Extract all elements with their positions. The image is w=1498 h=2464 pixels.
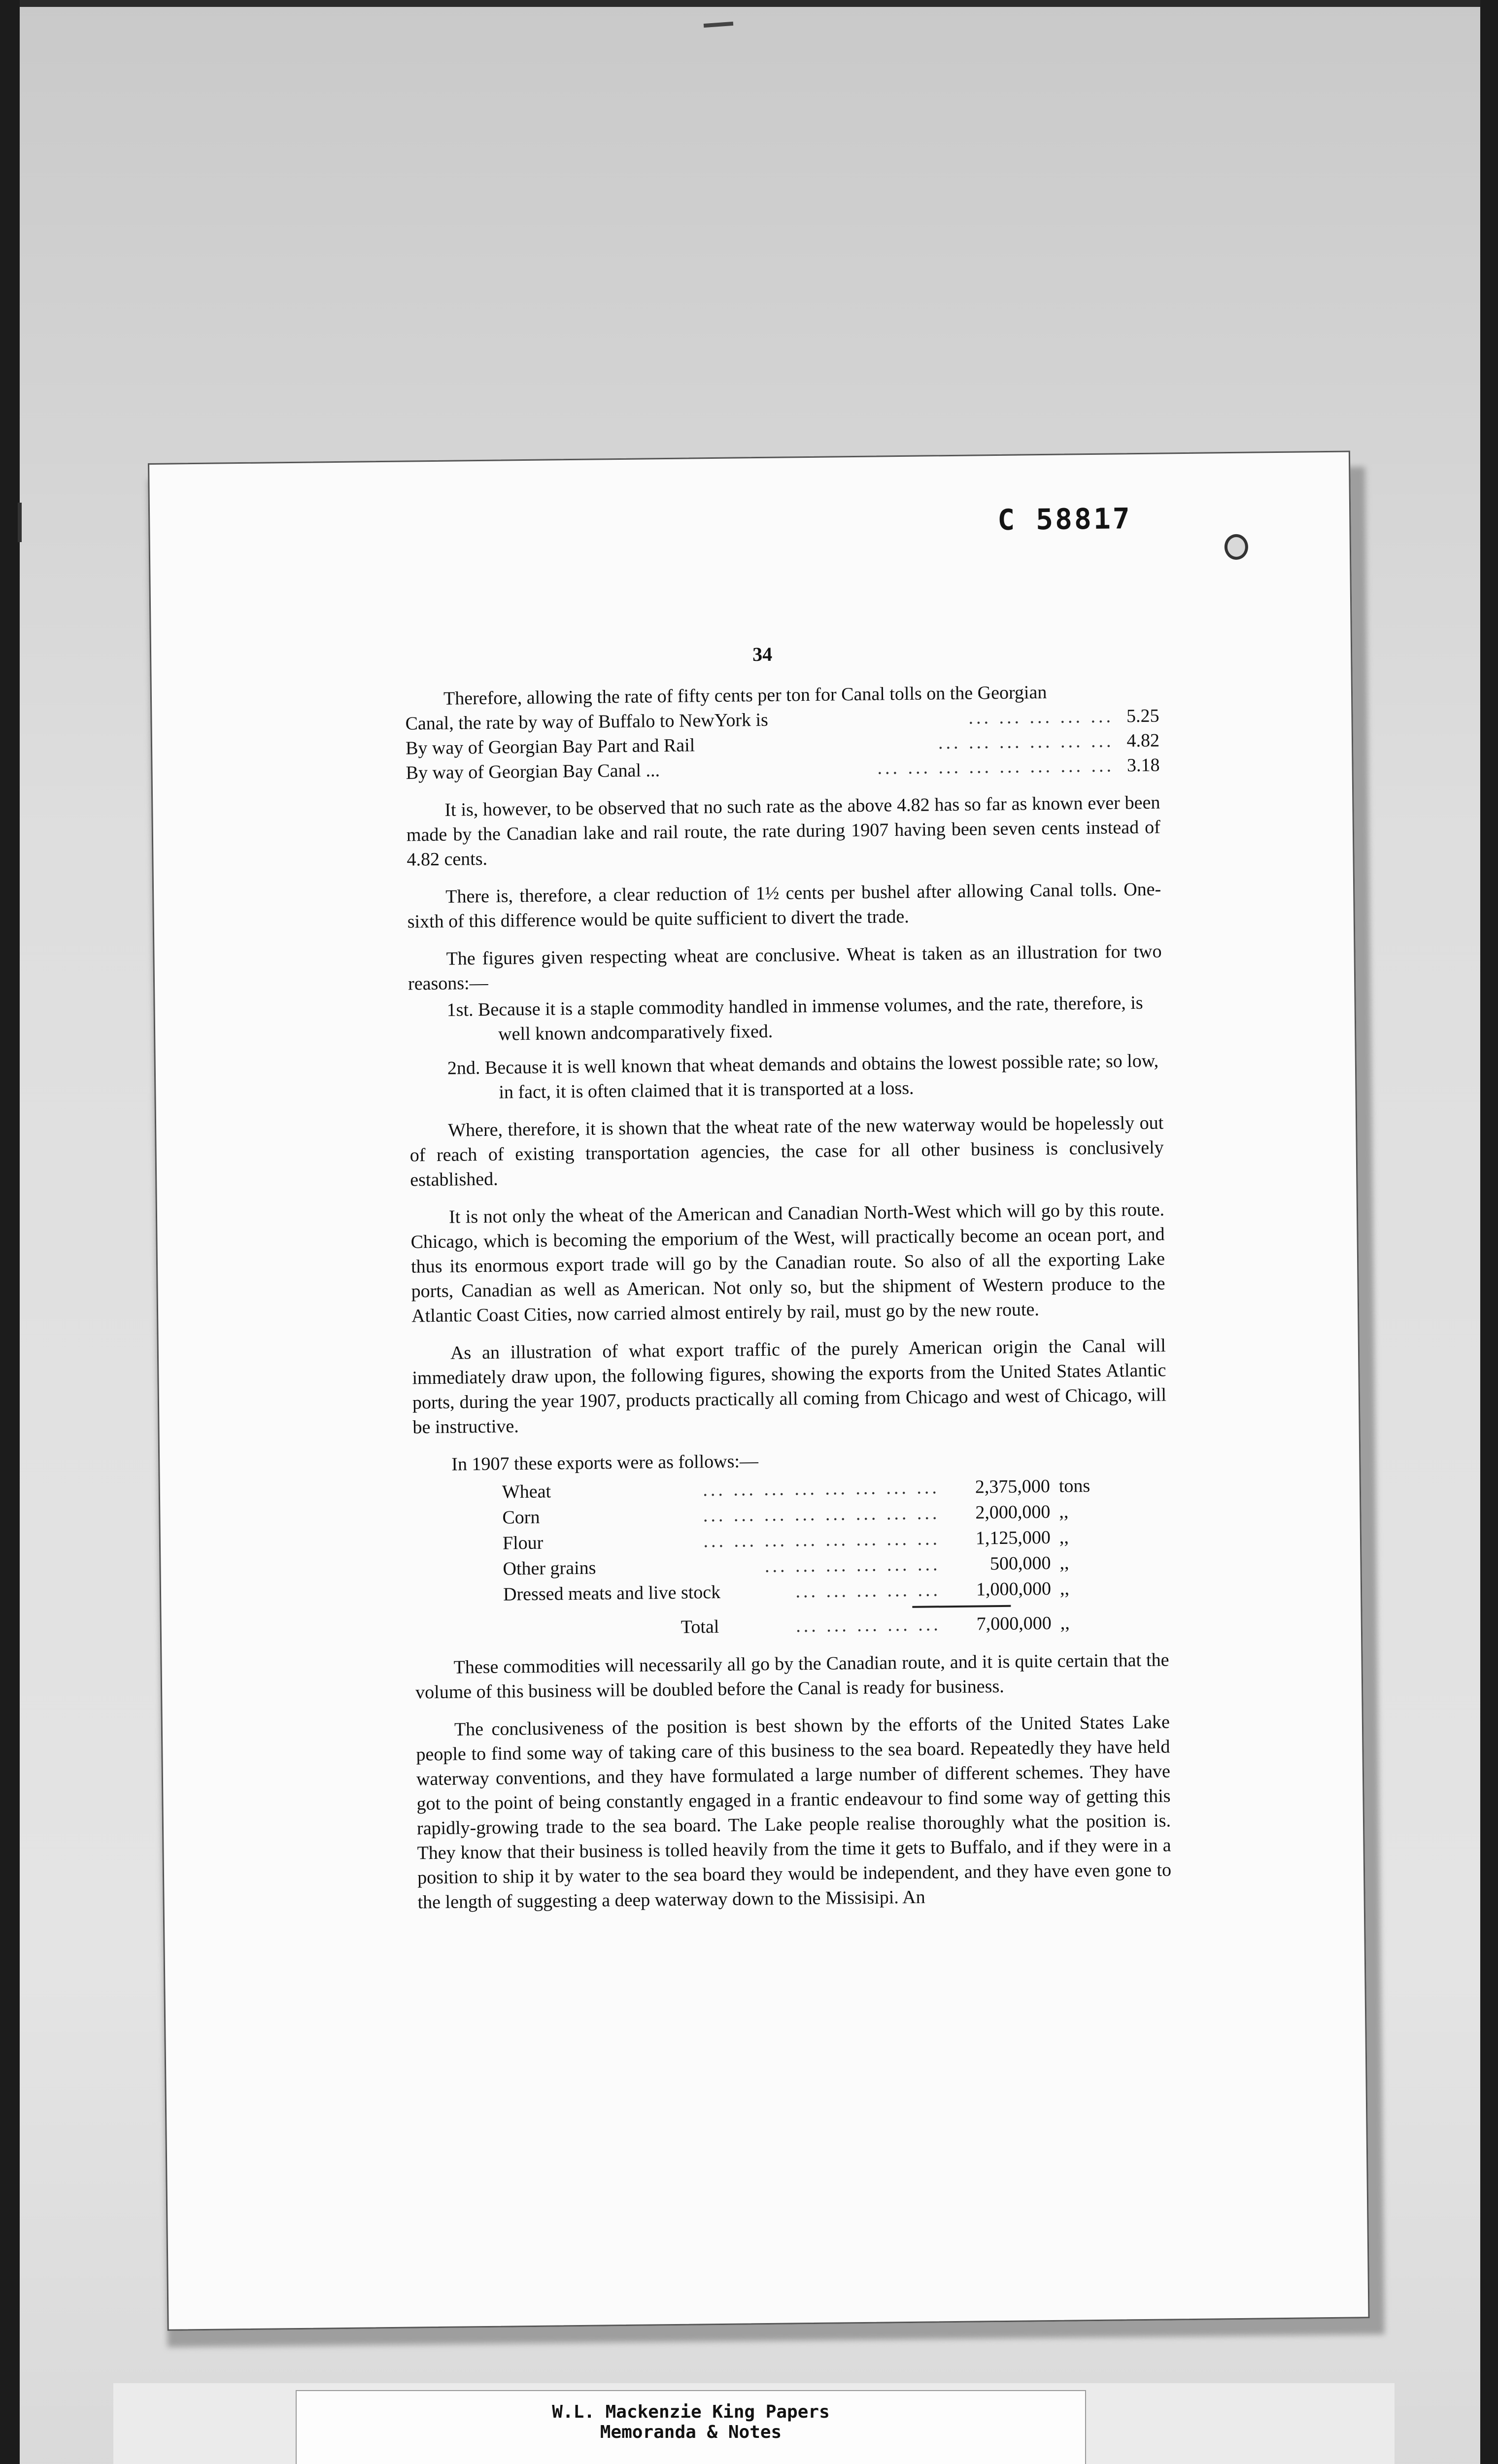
paragraph: It is not only the wheat of the American and Canadian North-West which will go by this route. Chicago, which is becoming the emporium of the West, will practically become an ocean port, and thus its enormous export trade will go by the Canadian route. So also of all the exporting Lake ports, Canadian as well as American. Not only so, but the shipment of Western produce to the Atlantic Coast Cities, now carried almost entirely by rail, must go by the new route. — [410, 1199, 1165, 1327]
export-unit: ,, — [1059, 1552, 1069, 1574]
total-label: Total — [681, 1616, 719, 1638]
paragraph: These commodities will necessarily all go by the Canadian route, and it is quite certain that the volume of this business will be doubled before the Canal is ready for business. — [415, 1649, 1169, 1703]
reference-stamp: C 58817 — [997, 502, 1132, 537]
rate-value: 4.82 — [1126, 730, 1160, 752]
export-unit: ,, — [1059, 1527, 1069, 1548]
paragraph: The figures given respecting wheat are conclusive. Wheat is taken as an illustration for two reasons:— — [408, 941, 1162, 994]
collection-series: Memoranda & Notes — [600, 2422, 782, 2442]
leader-dots: ... ... ... ... ... ... ... ... — [703, 1528, 941, 1552]
punch-hole — [1225, 534, 1249, 560]
leader-dots: ... ... ... ... ... — [796, 1614, 941, 1637]
total-unit: ,, — [1060, 1612, 1070, 1634]
paragraph: It is, however, to be observed that no such rate as the above 4.82 has so far as known ever been made by the Canadian lake and rail route, the rate during 1907 having been seven cents instead of 4.82 cents. — [406, 792, 1161, 870]
leader-dots: ... ... ... ... ... ... ... ... — [703, 1477, 940, 1501]
paragraph: There is, therefore, a clear reduction of 1½ cents per bushel after allowing Canal tolls. One-sixth of this difference would be quite sufficient to divert the trade. — [407, 879, 1161, 932]
film-scratch — [18, 503, 22, 542]
rate-value: 3.18 — [1126, 754, 1160, 776]
rate-value: 5.25 — [1126, 705, 1159, 727]
paragraph-intro: Therefore, allowing the rate of fifty cents per ton for Canal tolls on the Georgian — [443, 682, 1047, 709]
collection-label — [296, 2390, 1086, 2464]
film-edge-right — [1480, 0, 1498, 2464]
leader-dots: ... ... ... ... ... ... ... ... — [877, 755, 1115, 779]
rate-label: By way of Georgian Bay Canal ... — [406, 760, 660, 784]
exports-total-row — [504, 1610, 1110, 1642]
leader-dots: ... ... ... ... ... ... — [764, 1554, 941, 1577]
film-edge-top — [0, 0, 1498, 7]
export-item: Other grains — [503, 1557, 596, 1579]
export-item: Flour — [502, 1532, 544, 1554]
leader-dots: ... ... ... ... ... — [795, 1579, 941, 1602]
rate-comparison — [405, 679, 1160, 786]
rate-label: Canal, the rate by way of Buffalo to NewYork is — [405, 709, 769, 734]
paragraph: Where, therefore, it is shown that the wheat rate of the new waterway would be hopelessly out of reach of existing transportation agencies, the case for all other business is conclusively established. — [409, 1112, 1164, 1191]
export-item: Corn — [502, 1506, 540, 1528]
leader-dots: ... ... ... ... ... ... — [938, 730, 1114, 753]
export-quantity: 1,000,000 — [976, 1578, 1052, 1600]
export-quantity: 2,375,000 — [975, 1475, 1051, 1498]
total-quantity: 7,000,000 — [976, 1612, 1052, 1635]
export-unit: ,, — [1059, 1501, 1069, 1522]
reason-item: 2nd. Because it is well known that wheat demands and obtains the lowest possible rate; so low, in fact, it is often claimed that it is transported at a loss. — [447, 1050, 1159, 1103]
document-page — [148, 450, 1370, 2330]
export-unit: tons — [1058, 1475, 1090, 1497]
leader-dots: ... ... ... ... ... — [968, 706, 1114, 728]
reason-item: 1st. Because it is a staple commodity handled in immense volumes, and the rate, therefore, is well known andcomparatively fixed. — [446, 992, 1143, 1045]
exports-intro: In 1907 these exports were as follows:— — [451, 1451, 759, 1475]
rate-label: By way of Georgian Bay Part and Rail — [405, 735, 695, 759]
film-edge-left — [0, 0, 20, 2464]
export-quantity: 2,000,000 — [975, 1501, 1051, 1523]
export-item: Dressed meats and live stock — [503, 1581, 721, 1605]
total-rule — [912, 1605, 1011, 1608]
collection-name: W.L. Mackenzie King Papers — [552, 2402, 830, 2422]
paragraph: The conclusiveness of the position is best shown by the efforts of the United States Lake people to find some way of taking care of this business to the sea board. Repeatedly they have held waterway conventions, and they have formulated a large number of different schemes. They have got to the point of being constantly engaged in a frantic endeavour to find some way of getting this rapidly-growing trade to the sea board. The Lake people realise thoroughly what the position is. They know that their business is tolled heavily from the time it gets to Buffalo, and if they were in a position to ship it by water to the sea board they would be independent, and they have even gone to the length of suggesting a deep waterway down to the Missisipi. An — [416, 1711, 1172, 1913]
paragraph: As an illustration of what export traffic of the purely American origin the Canal will immediately draw upon, the following figures, showing the exports from the United States Atlantic ports, during the year 1907, products practically all coming from Chicago and west of Chicago, will be instructive. — [412, 1335, 1167, 1438]
document-body — [405, 679, 1172, 1928]
export-item: Wheat — [502, 1481, 551, 1503]
export-quantity: 1,125,000 — [975, 1527, 1051, 1549]
exports-table — [502, 1473, 1110, 1642]
leader-dots: ... ... ... ... ... ... ... ... — [703, 1503, 940, 1526]
export-quantity: 500,000 — [989, 1552, 1051, 1574]
page-number: 34 — [752, 643, 773, 666]
export-unit: ,, — [1059, 1578, 1070, 1599]
